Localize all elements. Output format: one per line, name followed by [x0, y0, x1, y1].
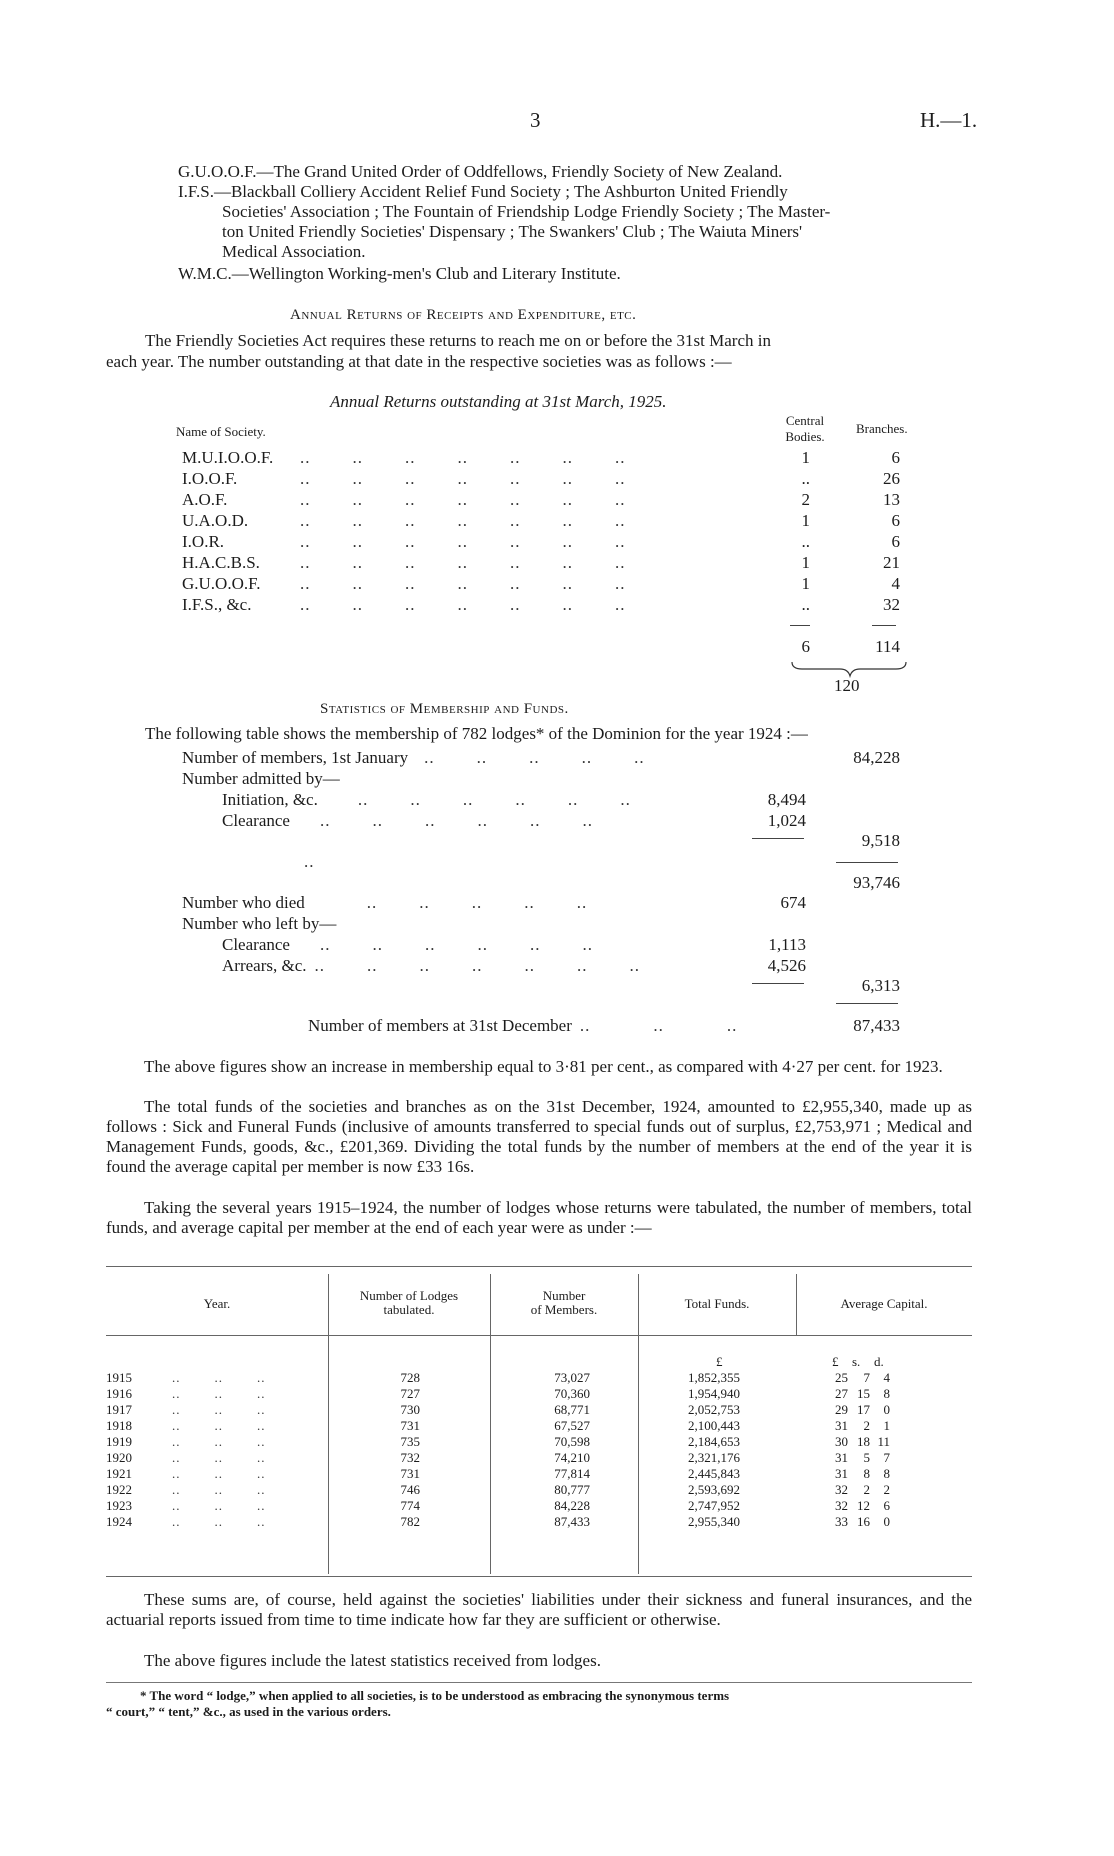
table-top-rule	[106, 1266, 972, 1267]
year-cell: 1922	[106, 1482, 132, 1497]
capital-pounds-cell: 32	[835, 1498, 848, 1513]
members-cell: 70,360	[554, 1386, 590, 1401]
footnote-line2: “ court,” “ tent,” &c., as used in the various orders.	[106, 1704, 391, 1719]
leader-dots: .. .. .. .. .. .. ..	[300, 595, 626, 614]
capital-pence-cell: 1	[883, 1418, 890, 1433]
leader-dots: ..	[304, 852, 315, 871]
outstanding-central-count: 1	[801, 553, 810, 572]
table-col-rule-3	[638, 1274, 639, 1574]
capital-shillings-cell: 2	[863, 1418, 870, 1433]
year-cell: 1920	[106, 1450, 132, 1465]
members-cell: 67,527	[554, 1418, 590, 1433]
outstanding-society-name: I.O.R.	[182, 532, 225, 551]
table-bottom-rule	[106, 1576, 972, 1577]
lodges-cell: 730	[400, 1402, 420, 1417]
lodges-cell: 728	[400, 1370, 420, 1385]
outstanding-branches-count: 6	[891, 532, 900, 551]
leader-dots: .. .. ..	[172, 1386, 266, 1401]
leader-dots: .. .. ..	[172, 1482, 266, 1497]
rule-branches-total	[872, 625, 896, 626]
membership-intro: The following table shows the membership of 782 lodges* of the Dominion for the year 1924 :—	[145, 724, 808, 743]
outstanding-central-count: 2	[801, 490, 810, 509]
outstanding-society-name: M.U.I.O.O.F.	[182, 448, 274, 467]
annual-returns-para-line2: each year. The number outstanding at that date in the respective societies was as follows :—	[106, 352, 732, 371]
abbrev-wmc: W.M.C.—Wellington Working-men's Club and Literary Institute.	[178, 264, 621, 283]
year-cell: 1916	[106, 1386, 132, 1401]
year-cell: 1917	[106, 1402, 132, 1417]
members-cell: 87,433	[554, 1514, 590, 1529]
outstanding-society-name: I.O.O.F.	[182, 469, 238, 488]
outstanding-central-count: 1	[801, 511, 810, 530]
lodges-cell: 731	[400, 1466, 420, 1481]
rule-central-total	[790, 625, 810, 626]
outstanding-branches-count: 13	[883, 490, 900, 509]
members-cell: 80,777	[554, 1482, 590, 1497]
page-number: 3	[530, 108, 541, 132]
leader-dots: .. .. .. .. .. .. ..	[300, 469, 626, 488]
table-header-rule	[106, 1335, 972, 1336]
outstanding-central-count: 1	[801, 448, 810, 467]
capital-unit-shillings: s.	[852, 1354, 861, 1369]
capital-shillings-cell: 18	[857, 1434, 870, 1449]
funds-cell: 2,184,653	[688, 1434, 740, 1449]
year-cell: 1918	[106, 1418, 132, 1433]
abbrev-ifs-line3: ton United Friendly Societies' Dispensary ; The Swankers' Club ; The Waiuta Miners'	[222, 222, 803, 241]
label-admitted-by: Number admitted by—	[182, 769, 340, 788]
funds-cell: 2,321,176	[688, 1450, 740, 1465]
capital-pence-cell: 11	[877, 1434, 890, 1449]
outstanding-society-name: A.O.F.	[182, 490, 228, 509]
capital-pounds-cell: 25	[835, 1370, 848, 1385]
funds-cell: 1,852,355	[688, 1370, 740, 1385]
leader-dots: .. .. .. .. .. .. ..	[300, 532, 626, 551]
funds-cell: 2,445,843	[688, 1466, 740, 1481]
capital-pounds-cell: 27	[835, 1386, 848, 1401]
value-initiation: 8,494	[767, 790, 806, 809]
table-col-rule-1	[328, 1274, 329, 1574]
members-cell: 84,228	[554, 1498, 590, 1513]
outstanding-branches-count: 6	[891, 448, 900, 467]
year-cell: 1923	[106, 1498, 132, 1513]
value-arrears: 4,526	[767, 956, 806, 975]
paragraph-increase: The above figures show an increase in membership equal to 3·81 per cent., as compared with 4·27 per cent. for 1923.	[144, 1057, 943, 1076]
year-cell: 1924	[106, 1514, 132, 1529]
outstanding-branches-count: 4	[891, 574, 900, 593]
label-clearance-out: Clearance .. .. .. .. .. ..	[222, 935, 593, 954]
capital-shillings-cell: 2	[863, 1482, 870, 1497]
capital-pounds-cell: 31	[835, 1466, 848, 1481]
capital-pounds-cell: 33	[835, 1514, 848, 1529]
value-admitted-total: 9,518	[861, 831, 900, 850]
value-left-total: 6,313	[861, 976, 900, 995]
year-cell: 1919	[106, 1434, 132, 1449]
outstanding-society-name: H.A.C.B.S.	[182, 553, 260, 572]
capital-pence-cell: 0	[883, 1514, 890, 1529]
capital-pence-cell: 7	[883, 1450, 890, 1465]
outstanding-branches-count: 26	[883, 469, 900, 488]
capital-shillings-cell: 7	[863, 1370, 870, 1385]
col-header-central-line2: Bodies.	[785, 429, 825, 444]
lodges-cell: 735	[400, 1434, 420, 1449]
col-header-lodges-line1: Number of Lodges	[359, 1288, 459, 1303]
capital-pounds-cell: 30	[835, 1434, 848, 1449]
outstanding-central-count: ..	[801, 595, 810, 614]
leader-dots: .. .. .. .. .. .. ..	[300, 553, 626, 572]
leader-dots: .. .. ..	[172, 1370, 266, 1385]
leader-dots: .. .. .. .. .. .. ..	[300, 574, 626, 593]
outstanding-society-name: U.A.O.D.	[182, 511, 249, 530]
rule-left	[752, 983, 804, 984]
lodges-cell: 731	[400, 1418, 420, 1433]
value-subtotal: 93,746	[853, 873, 900, 892]
rule-final	[836, 1003, 898, 1004]
abbrev-guoof: G.U.O.O.F.—The Grand United Order of Oddfellows, Friendly Society of New Zealand.	[178, 162, 783, 181]
capital-pence-cell: 0	[883, 1402, 890, 1417]
label-died: Number who died .. .. .. .. ..	[182, 893, 588, 912]
paragraph-liabilities: These sums are, of course, held against the societies' liabilities under their sickness and funeral insurances, and the actuarial reports issued from time to time indicate how far they are sufficient or otherwise.	[106, 1590, 972, 1629]
capital-pence-cell: 4	[883, 1370, 890, 1385]
abbrev-ifs-line4: Medical Association.	[222, 242, 366, 261]
annual-returns-para-line1: The Friendly Societies Act requires these returns to reach me on or before the 31st March in	[145, 331, 771, 350]
outstanding-central-count: ..	[801, 469, 810, 488]
lodges-cell: 727	[400, 1386, 420, 1401]
year-cell: 1915	[106, 1370, 132, 1385]
lodges-cell: 774	[400, 1498, 420, 1513]
capital-unit-pence: d.	[874, 1354, 884, 1369]
col-header-name-of-society: Name of Society.	[176, 424, 266, 439]
outstanding-branches-count: 6	[891, 511, 900, 530]
capital-pounds-cell: 31	[835, 1418, 848, 1433]
total-central: 6	[801, 637, 810, 656]
capital-pence-cell: 2	[883, 1482, 890, 1497]
capital-shillings-cell: 8	[863, 1466, 870, 1481]
outstanding-central-count: 1	[801, 574, 810, 593]
col-header-branches: Branches.	[856, 421, 908, 436]
leader-dots: .. .. ..	[172, 1466, 266, 1481]
value-members-31-dec: 87,433	[853, 1016, 900, 1035]
capital-shillings-cell: 16	[857, 1514, 870, 1529]
capital-pounds-cell: 29	[835, 1402, 848, 1417]
col-header-members-line1: Number	[542, 1288, 586, 1303]
value-died: 674	[780, 893, 806, 912]
abbrev-ifs: I.F.S.—Blackball Colliery Accident Relief Fund Society ; The Ashburton United Friendly	[178, 182, 788, 201]
paragraph-total-funds: The total funds of the societies and branches as on the 31st December, 1924, amounted to £2,955,340, made up as follows : Sick and Funeral Funds (inclusive of amounts transferred to special funds out of surplus, £2,753,971 ; Medical and Management Funds, goods, &c., £201,369. Dividing the total funds by the number of members at the end of the year it is found the average capital per member is now £33 16s.	[106, 1097, 972, 1176]
label-left-by: Number who left by—	[182, 914, 337, 933]
outstanding-branches-count: 21	[883, 553, 900, 572]
leader-dots: .. .. .. .. .. .. ..	[300, 490, 626, 509]
label-members-31-dec: Number of members at 31st December .. .. ..	[308, 1016, 738, 1035]
members-cell: 68,771	[554, 1402, 590, 1417]
section-heading-annual-returns: Annual Returns of Receipts and Expenditure, etc.	[290, 307, 637, 323]
section-heading-membership: Statistics of Membership and Funds.	[320, 701, 569, 717]
capital-pence-cell: 6	[883, 1498, 890, 1513]
abbrev-ifs-line2: Societies' Association ; The Fountain of Friendship Lodge Friendly Society ; The Master-	[222, 202, 831, 221]
members-cell: 77,814	[554, 1466, 590, 1481]
footnote-line1: * The word “ lodge,” when applied to all societies, is to be understood as embracing the synonymous terms	[140, 1688, 730, 1703]
paragraph-several-years: Taking the several years 1915–1924, the number of lodges whose returns were tabulated, the number of members, total funds, and average capital per member at the end of each year were as under :—	[106, 1198, 972, 1237]
members-cell: 74,210	[554, 1450, 590, 1465]
col-header-average-capital: Average Capital.	[840, 1296, 928, 1311]
capital-pence-cell: 8	[883, 1386, 890, 1401]
funds-cell: 2,100,443	[688, 1418, 740, 1433]
funds-unit: £	[716, 1354, 723, 1369]
label-initiation: Initiation, &c. .. .. .. .. .. ..	[222, 790, 631, 809]
members-cell: 70,598	[554, 1434, 590, 1449]
year-cell: 1921	[106, 1466, 132, 1481]
capital-pounds-cell: 31	[835, 1450, 848, 1465]
table-col-rule-2	[490, 1274, 491, 1574]
leader-dots: .. .. ..	[172, 1514, 266, 1529]
leader-dots: .. .. ..	[172, 1418, 266, 1433]
leader-dots: .. .. ..	[172, 1450, 266, 1465]
lodges-cell: 732	[400, 1450, 420, 1465]
capital-shillings-cell: 12	[857, 1498, 870, 1513]
value-clearance-in: 1,024	[767, 811, 806, 830]
leader-dots: .. .. ..	[172, 1498, 266, 1513]
outstanding-society-name: G.U.O.O.F.	[182, 574, 261, 593]
label-clearance-in: Clearance .. .. .. .. .. ..	[222, 811, 593, 830]
lodges-cell: 746	[400, 1482, 420, 1497]
paragraph-latest-statistics: The above figures include the latest statistics received from lodges.	[144, 1651, 601, 1670]
document-reference: H.—1.	[920, 108, 978, 132]
funds-cell: 1,954,940	[688, 1386, 740, 1401]
col-header-members-line2: of Members.	[530, 1302, 598, 1317]
outstanding-central-count: ..	[801, 532, 810, 551]
total-branches: 114	[875, 637, 900, 656]
rule-subtotal	[836, 862, 898, 863]
outstanding-branches-count: 32	[883, 595, 900, 614]
funds-cell: 2,955,340	[688, 1514, 740, 1529]
outstanding-society-name: I.F.S., &c.	[182, 595, 252, 614]
col-header-lodges-line2: tabulated.	[383, 1302, 435, 1317]
outstanding-table-title: Annual Returns outstanding at 31st March, 1925.	[330, 392, 667, 411]
col-header-year: Year.	[203, 1296, 231, 1311]
label-arrears: Arrears, &c. .. .. .. .. .. .. ..	[222, 956, 640, 975]
leader-dots: .. .. .. .. .. .. ..	[300, 448, 626, 467]
capital-shillings-cell: 5	[863, 1450, 870, 1465]
value-clearance-out: 1,113	[768, 935, 806, 954]
capital-shillings-cell: 15	[857, 1386, 870, 1401]
leader-dots: .. .. ..	[172, 1402, 266, 1417]
col-header-total-funds: Total Funds.	[684, 1296, 750, 1311]
capital-shillings-cell: 17	[857, 1402, 870, 1417]
funds-cell: 2,593,692	[688, 1482, 740, 1497]
value-members-1st-jan: 84,228	[853, 748, 900, 767]
leader-dots: .. .. ..	[172, 1434, 266, 1449]
footnote-rule	[106, 1682, 972, 1683]
rule-admitted	[752, 838, 804, 839]
members-cell: 73,027	[554, 1370, 590, 1385]
lodges-cell: 782	[400, 1514, 420, 1529]
capital-pence-cell: 8	[883, 1466, 890, 1481]
col-header-central-line1: Central	[785, 413, 825, 428]
label-members-1st-jan: Number of members, 1st January .. .. .. .. ..	[182, 748, 645, 767]
capital-pounds-cell: 32	[835, 1482, 848, 1497]
funds-cell: 2,052,753	[688, 1402, 740, 1417]
funds-cell: 2,747,952	[688, 1498, 740, 1513]
leader-dots: .. .. .. .. .. .. ..	[300, 511, 626, 530]
capital-unit-pounds: £	[832, 1354, 839, 1369]
grand-total-societies: 120	[834, 676, 860, 695]
